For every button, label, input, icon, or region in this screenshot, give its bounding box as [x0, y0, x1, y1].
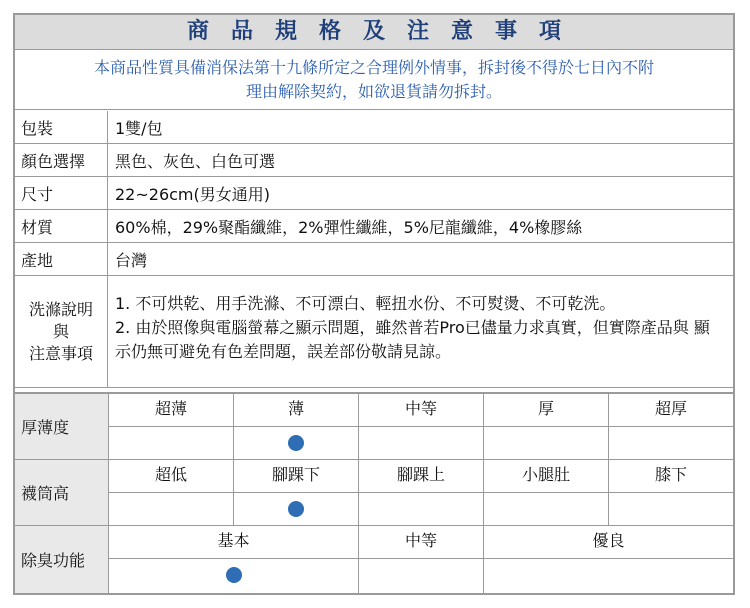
care-label — [15, 276, 108, 387]
deodorant-label: 除臭功能 — [15, 526, 109, 593]
spec-row-size — [15, 177, 733, 210]
deodorant-option: 基本 — [109, 526, 359, 559]
cuff-height-option: 腳踝上 — [359, 460, 484, 493]
care-text — [115, 292, 719, 364]
cuff-height-label: 襪筒高 — [15, 460, 109, 526]
cuff-height-option: 膝下 — [609, 460, 733, 493]
spec-value: 黑色、灰色、白色可選 — [115, 151, 276, 171]
spec-row-origin — [15, 243, 733, 276]
cuff-height-marker-cell — [484, 493, 609, 526]
thickness-marker-cell — [359, 427, 484, 460]
selected-dot-icon — [288, 435, 304, 451]
deodorant-option: 優良 — [484, 526, 733, 559]
cuff-height-marker-cell — [234, 493, 359, 526]
thickness-marker-cell — [234, 427, 359, 460]
cuff-height-option: 腳踝下 — [234, 460, 359, 493]
selected-dot-icon — [226, 567, 242, 583]
cuff-height-marker-cell — [109, 493, 234, 526]
thickness-option: 超薄 — [109, 394, 234, 427]
spec-label: 顏色選擇 — [15, 144, 108, 176]
care-item-1: 1. 不可烘乾、用手洗滌、不可漂白、輕扭水份、不可熨燙、不可乾洗。 — [115, 294, 616, 313]
spec-label: 尺寸 — [15, 177, 108, 209]
care-item-2: 2. 由於照像與電腦螢幕之顯示問題，雖然普若Pro已儘量力求真實，但實際產品與 顯示仍無可避免有色差問題，誤差部份敬請見諒。 — [115, 318, 710, 361]
cuff-height-option: 小腿肚 — [484, 460, 609, 493]
thickness-option: 中等 — [359, 394, 484, 427]
spec-value: 60%棉，29%聚酯纖維，2%彈性纖維，5%尼龍纖維，4%橡膠絲 — [115, 217, 583, 237]
deodorant-marker-cell — [109, 559, 359, 593]
cuff-height-marker-cell — [609, 493, 733, 526]
notice-line-2: 理由解除契約，如欲退貨請勿拆封。 — [245, 82, 502, 101]
thickness-option: 薄 — [234, 394, 359, 427]
spec-label: 材質 — [15, 210, 108, 242]
cuff-height-marker-cell — [359, 493, 484, 526]
thickness-option: 厚 — [484, 394, 609, 427]
care-label-line-3: 注意事項 — [28, 343, 93, 363]
thickness-marker-cell — [609, 427, 733, 460]
thickness-option: 超厚 — [609, 394, 733, 427]
deodorant-option: 中等 — [359, 526, 484, 559]
spec-value: 22~26cm(男女通用) — [115, 184, 270, 204]
deodorant-marker-cell — [484, 559, 733, 593]
thickness-marker-cell — [109, 427, 234, 460]
thickness-marker-cell — [484, 427, 609, 460]
care-instructions-row — [15, 276, 733, 388]
spec-row-packaging — [15, 111, 733, 144]
thickness-label: 厚薄度 — [15, 394, 109, 460]
spec-row-colors — [15, 144, 733, 177]
cuff-height-option: 超低 — [109, 460, 234, 493]
deodorant-marker-cell — [359, 559, 484, 593]
care-label-line-1: 洗滌說明 — [28, 299, 93, 319]
selected-dot-icon — [288, 501, 304, 517]
spec-value: 1雙/包 — [115, 118, 163, 138]
spec-label: 包裝 — [15, 111, 108, 143]
spec-sheet — [13, 13, 735, 595]
spec-value: 台灣 — [115, 250, 148, 270]
page-title: 商品規格及注意事項 — [15, 15, 733, 50]
spec-row-material — [15, 210, 733, 243]
return-policy-notice — [15, 50, 733, 110]
spec-label: 產地 — [15, 243, 108, 275]
notice-line-1: 本商品性質具備消保法第十九條所定之合理例外情事，拆封後不得於七日內不附 — [93, 58, 654, 77]
care-label-line-2: 與 — [52, 321, 69, 341]
